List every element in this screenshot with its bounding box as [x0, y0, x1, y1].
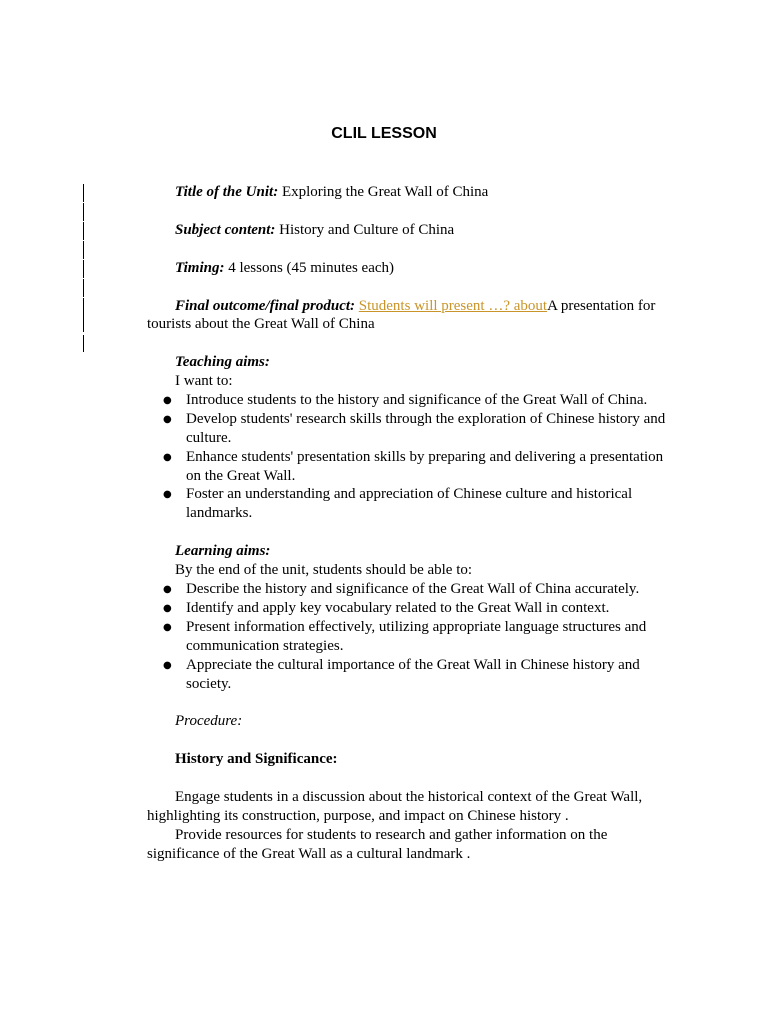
bullet-icon: ●	[163, 622, 172, 633]
bullet-icon: ●	[163, 584, 172, 595]
learning-aims-heading-text: Learning aims:	[175, 543, 271, 559]
list-item[interactable]: Present information effectively, utilizing appropriate language structures and communication strategies.	[186, 619, 647, 654]
subject-content-label: Subject content:	[175, 222, 276, 238]
bullet-icon: ●	[163, 603, 172, 614]
final-outcome-value: A presentation for	[547, 298, 656, 314]
list-item[interactable]: Foster an understanding and appreciation of Chinese culture and historical landmarks.	[186, 486, 633, 521]
tracked-change-insertion[interactable]: Students will present …? about	[358, 298, 548, 314]
final-outcome-continuation[interactable]: tourists about the Great Wall of China	[147, 316, 375, 332]
list-item[interactable]: Appreciate the cultural importance of the Great Wall in Chinese history and society.	[186, 657, 640, 692]
unit-title-value: Exploring the Great Wall of China	[278, 184, 489, 200]
paragraph-line[interactable]: significance of the Great Wall as a cultural landmark .	[147, 846, 471, 862]
change-bar	[83, 241, 84, 259]
learning-aims-intro[interactable]: By the end of the unit, students should be able to:	[175, 562, 473, 578]
change-bar	[83, 203, 84, 221]
document-title: CLIL LESSON	[331, 125, 437, 142]
list-item[interactable]: Introduce students to the history and significance of the Great Wall of China.	[186, 392, 648, 408]
subject-content-line[interactable]	[175, 221, 454, 240]
learning-aims-heading[interactable]	[175, 542, 270, 561]
list-item[interactable]: Develop students' research skills through the exploration of Chinese history and culture.	[186, 411, 666, 446]
bullet-icon: ●	[163, 395, 172, 406]
teaching-aims-heading-text: Teaching aims:	[175, 354, 270, 370]
unit-title-line[interactable]	[175, 183, 488, 202]
section-heading[interactable]: History and Significance:	[175, 751, 338, 767]
list-item[interactable]: Identify and apply key vocabulary related to the Great Wall in context.	[186, 600, 610, 616]
bullet-icon: ●	[163, 660, 172, 671]
timing-label: Timing:	[175, 260, 225, 276]
change-bar	[83, 184, 84, 202]
change-bar	[83, 279, 84, 297]
list-item[interactable]: Enhance students' presentation skills by preparing and delivering a presentation on the Great Wall.	[186, 449, 664, 484]
bullet-icon: ●	[163, 414, 172, 425]
timing-value: 4 lessons (45 minutes each)	[224, 260, 395, 276]
final-outcome-line[interactable]	[175, 297, 655, 316]
teaching-aims-intro[interactable]: I want to:	[175, 373, 233, 389]
subject-content-value: History and Culture of China	[275, 222, 455, 238]
change-bar	[83, 222, 84, 240]
teaching-aims-heading[interactable]	[175, 353, 270, 372]
procedure-label[interactable]: Procedure:	[175, 713, 243, 729]
timing-line[interactable]	[175, 259, 394, 278]
paragraph-line[interactable]: highlighting its construction, purpose, and impact on Chinese history .	[147, 808, 569, 824]
list-item[interactable]: Describe the history and significance of the Great Wall of China accurately.	[186, 581, 640, 597]
paragraph-line[interactable]: Provide resources for students to research and gather information on the	[175, 827, 608, 843]
paragraph-line[interactable]: Engage students in a discussion about the historical context of the Great Wall,	[175, 789, 643, 805]
change-bar	[83, 335, 84, 352]
final-outcome-label: Final outcome/final product:	[175, 298, 356, 314]
change-bar	[83, 260, 84, 278]
bullet-icon: ●	[163, 489, 172, 500]
change-bar	[83, 298, 84, 332]
unit-title-label: Title of the Unit:	[175, 184, 279, 200]
bullet-icon: ●	[163, 452, 172, 463]
